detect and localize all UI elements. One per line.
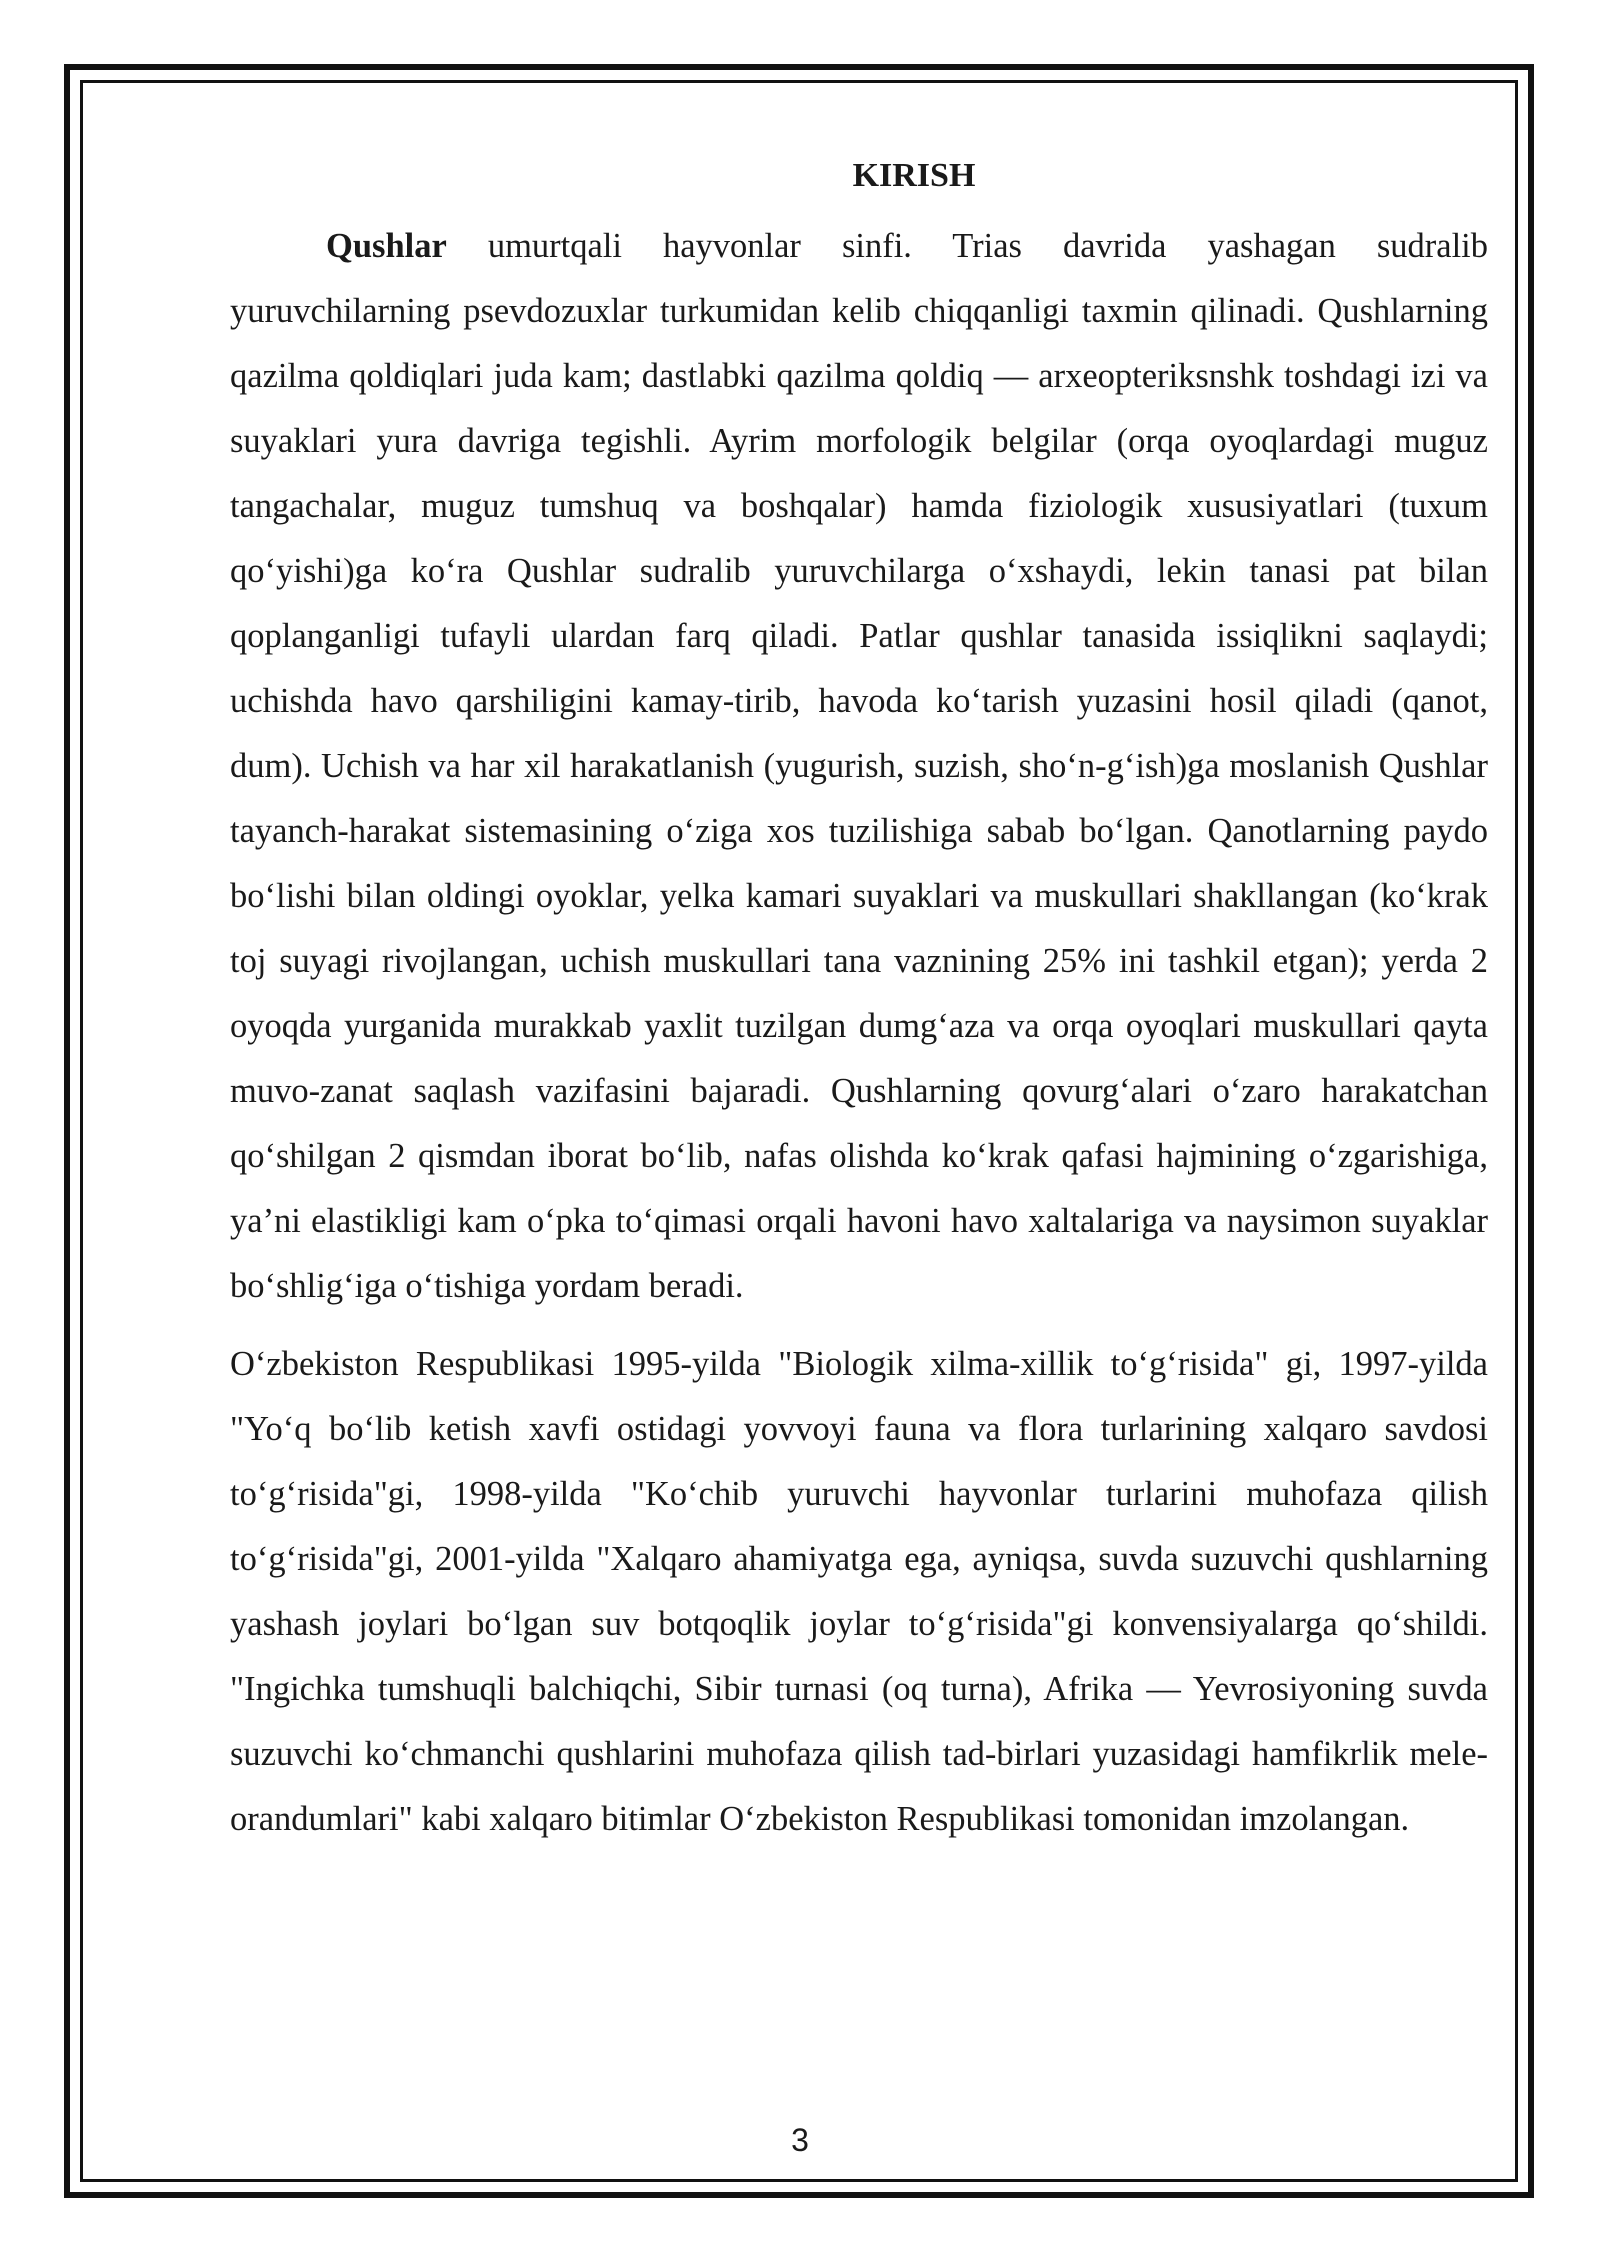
page-title: KIRISH <box>852 157 976 194</box>
document-body <box>230 148 1488 1852</box>
page-number: 3 <box>791 2122 809 2158</box>
lead-term: Qushlar <box>326 227 447 265</box>
paragraph-1 <box>230 214 1488 1319</box>
paragraph-1-text: umurtqali hayvonlar sinfi. Trias davrida yashagan sudralib yuruvchilarning psevdozuxlar turkumidan kelib chiqqanligi taxmin qilinadi. Qushlarning qazilma qoldiqlari juda kam; dastlabki qazilma qoldiq — arxeopteriksnshk toshdagi izi va suyaklari yura davriga tegishli. Ayrim morfologik belgilar (orqa oyoqlardagi muguz tangachalar, muguz tumshuq va boshqalar) hamda fiziologik xususiyatlari (tuxum qoʻyishi)ga koʻra Qushlar sudralib yuruvchilarga oʻxshaydi, lekin tanasi pat bilan qoplanganligi tufayli ulardan farq qiladi. Patlar qushlar tanasida issiqlikni saqlaydi; uchishda havo qarshiligini kamay-tirib, havoda koʻtarish yuzasini hosil qiladi (qanot, dum). Uchish va har xil harakatlanish (yugurish, suzish, shoʻn-gʻish)ga moslanish Qushlar tayanch-harakat sistemasining oʻziga xos tuzilishiga sabab boʻlgan. Qanotlarning paydo boʻlishi bilan oldingi oyoklar, yelka kamari suyaklari va muskullari shakllangan (koʻkrak toj suyagi rivojlangan, uchish muskullari tana vaznining 25% ini tashkil etgan); yerda 2 oyoqda yurganida murakkab yaxlit tuzilgan dumgʻaza va orqa oyoqlari muskullari qayta muvo-zanat saqlash vazifasini bajaradi. Qushlarning qovurgʻalari oʻzaro harakatchan qoʻshilgan 2 qismdan iborat boʻlib, nafas olishda koʻkrak qafasi hajmining oʻzgarishiga, ya’ni elastikligi kam oʻpka toʻqimasi orqali havoni havo xaltalariga va naysimon suyaklar boʻshligʻiga oʻtishiga yordam beradi. <box>230 227 1488 1305</box>
paragraph-2: Oʻzbekiston Respublikasi 1995-yilda "Biologik xilma-xillik toʻgʻrisida" gi, 1997-yilda "Yoʻq boʻlib ketish xavfi ostidagi yovvoyi fauna va flora turlarining xalqaro savdosi toʻgʻrisida"gi, 1998-yilda "Koʻchib yuruvchi hayvonlar turlarini muhofaza qilish toʻgʻrisida"gi, 2001-yilda "Xalqaro ahamiyatga ega, ayniqsa, suvda suzuvchi qushlarning yashash joylari boʻlgan suv botqoqlik joylar toʻgʻrisida"gi konvensiyalarga qoʻshildi. "Ingichka tumshuqli balchiqchi, Sibir turnasi (oq turna), Afrika — Yevrosiyoning suvda suzuvchi koʻchmanchi qushlarini muhofaza qilish tad-birlari yuzasidagi hamfikrlik mele-orandumlari" kabi xalqaro bitimlar Oʻzbekiston Respublikasi tomonidan imzolangan. <box>230 1345 1488 1838</box>
